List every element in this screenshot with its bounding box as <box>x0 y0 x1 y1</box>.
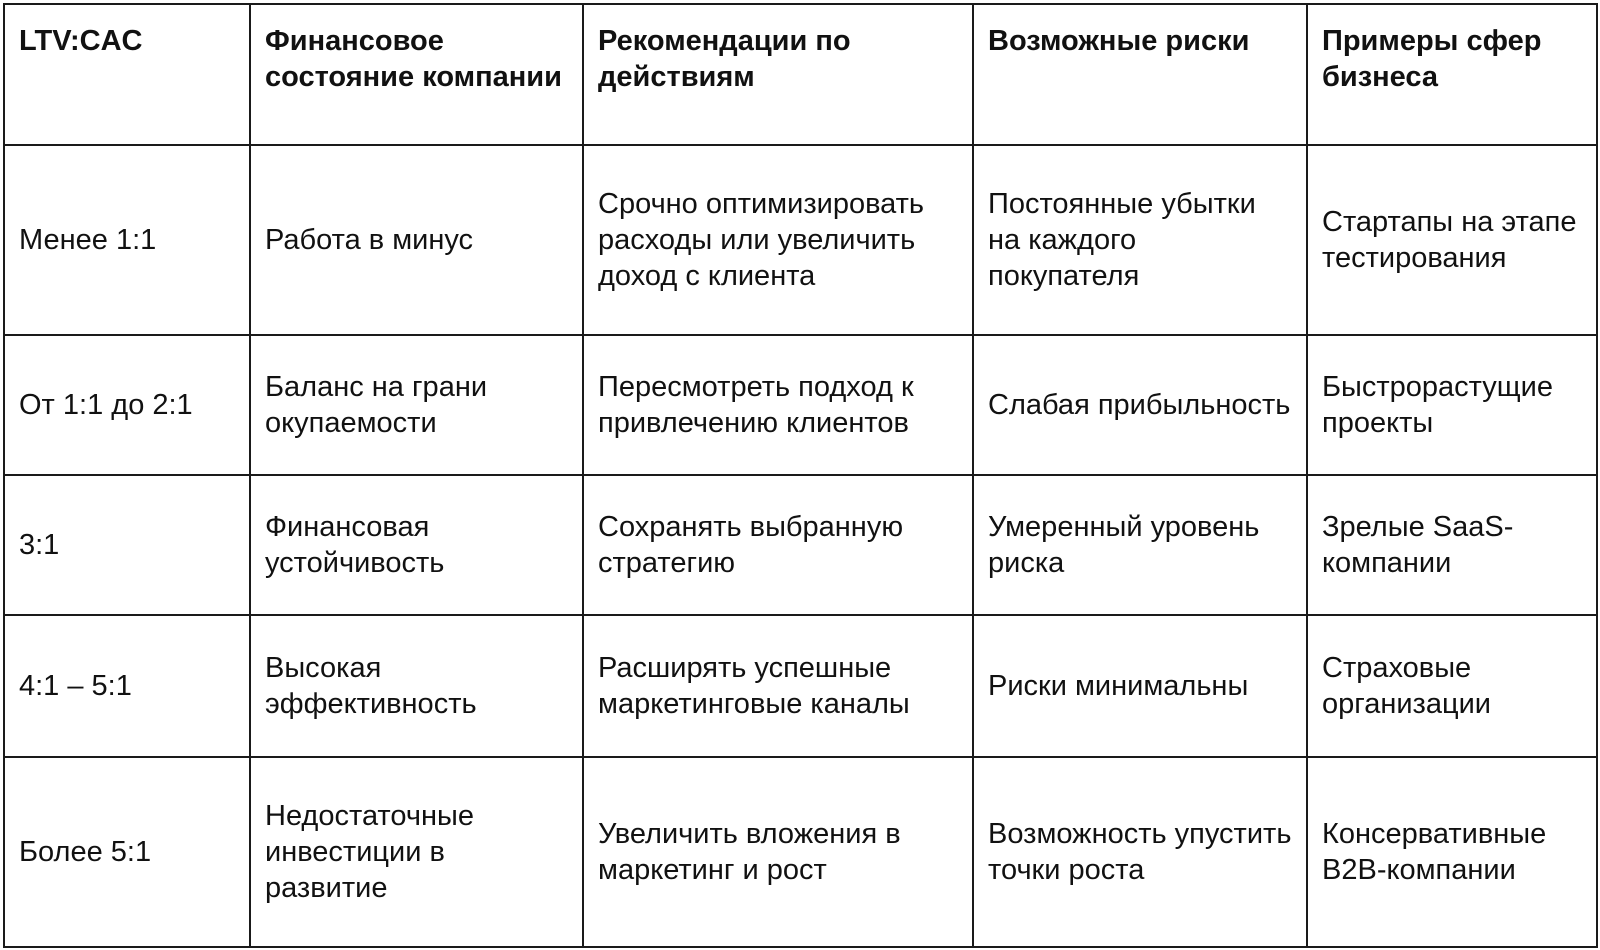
table-row <box>4 145 1597 335</box>
header-financial-state: Финансовое состояние компании <box>250 4 583 145</box>
cell-recommendation: Пересмотреть подход к привлечению клиентов <box>583 335 973 475</box>
cell-ltv-cac: Менее 1:1 <box>4 145 250 335</box>
cell-recommendation: Увеличить вложения в маркетинг и рост <box>583 757 973 947</box>
cell-ltv-cac: От 1:1 до 2:1 <box>4 335 250 475</box>
cell-recommendation: Сохранять выбранную стратегию <box>583 475 973 615</box>
cell-recommendation: Расширять успешные маркетинговые каналы <box>583 615 973 757</box>
cell-risk: Слабая прибыльность <box>973 335 1307 475</box>
table-header-row <box>4 4 1597 145</box>
cell-financial-state: Баланс на грани окупаемости <box>250 335 583 475</box>
cell-financial-state: Работа в минус <box>250 145 583 335</box>
cell-risk: Риски минимальны <box>973 615 1307 757</box>
cell-financial-state: Высокая эффективность <box>250 615 583 757</box>
table-row <box>4 615 1597 757</box>
cell-recommendation: Срочно оптимизировать расходы или увеличить доход с клиента <box>583 145 973 335</box>
header-ltv-cac: LTV:CAC <box>4 4 250 145</box>
cell-ltv-cac: Более 5:1 <box>4 757 250 947</box>
ltv-cac-table-container <box>3 3 1598 948</box>
cell-business-example: Страховые организации <box>1307 615 1597 757</box>
cell-risk: Возможность упустить точки роста <box>973 757 1307 947</box>
cell-risk: Постоянные убытки на каждого покупателя <box>973 145 1307 335</box>
cell-ltv-cac: 3:1 <box>4 475 250 615</box>
cell-business-example: Стартапы на этапе тестирования <box>1307 145 1597 335</box>
cell-risk: Умеренный уровень риска <box>973 475 1307 615</box>
table-row <box>4 757 1597 947</box>
table-row <box>4 475 1597 615</box>
cell-financial-state: Недостаточные инвестиции в развитие <box>250 757 583 947</box>
cell-business-example: Быстрорастущие проекты <box>1307 335 1597 475</box>
cell-financial-state: Финансовая устойчивость <box>250 475 583 615</box>
header-business-examples: Примеры сфер бизнеса <box>1307 4 1597 145</box>
table-row <box>4 335 1597 475</box>
ltv-cac-table <box>3 3 1598 948</box>
header-risks: Возможные риски <box>973 4 1307 145</box>
header-recommendations: Рекомендации по действиям <box>583 4 973 145</box>
cell-ltv-cac: 4:1 – 5:1 <box>4 615 250 757</box>
cell-business-example: Консервативные B2B-компании <box>1307 757 1597 947</box>
cell-business-example: Зрелые SaaS-компании <box>1307 475 1597 615</box>
